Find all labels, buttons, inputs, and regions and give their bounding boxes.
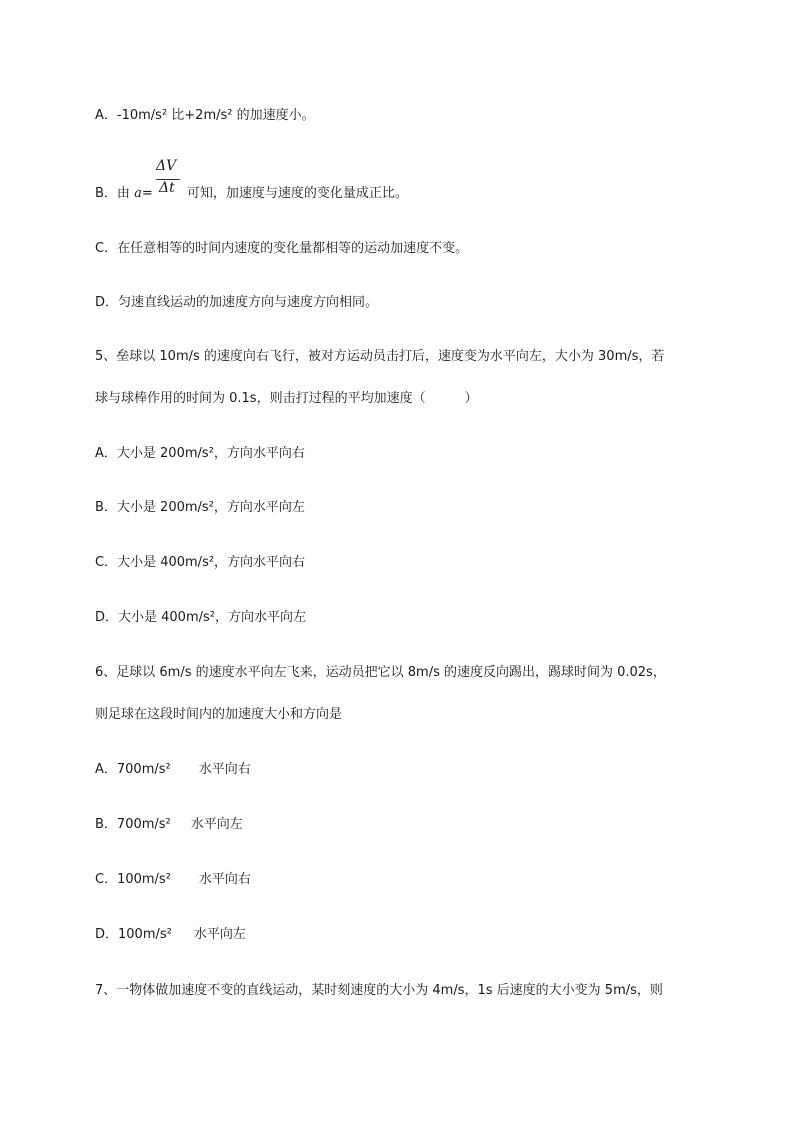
q4-option-a: A．-10m/s² 比+2m/s² 的加速度小。 xyxy=(95,108,315,123)
q7-stem-line1: 7、一物体做加速度不变的直线运动，某时刻速度的大小为 4m/s，1s 后速度的大小变为 5m/s，则 xyxy=(95,983,663,998)
q5-stem-line1: 5、垒球以 10m/s 的速度向右飞行，被对方运动员击打后，速度变为水平向左，大小为 30m/s，若 xyxy=(95,349,665,364)
q5-option-a: A．大小是 200m/s²，方向水平向右 xyxy=(95,446,305,461)
q6-option-a-direction: 水平向右 xyxy=(198,762,251,777)
q5-option-d: D．大小是 400m/s²，方向水平向左 xyxy=(95,610,306,625)
q6-option-a-value: A．700m/s² xyxy=(95,762,171,777)
q6-option-a xyxy=(95,761,251,779)
q5-stem-line2: 球与球棒作用的时间为 0.1s，则击打过程的平均加速度（ ） xyxy=(95,391,478,406)
q6-option-d-value: D．100m/s² xyxy=(95,927,172,942)
q6-option-d-direction: 水平向左 xyxy=(193,927,246,942)
q4-option-b xyxy=(95,185,408,203)
q6-option-c-direction: 水平向右 xyxy=(198,872,251,887)
fraction-numerator: ΔV xyxy=(156,158,177,174)
q6-option-c-value: C．100m/s² xyxy=(95,872,171,887)
fraction-denominator: Δt xyxy=(159,180,175,196)
q4-option-b-suffix: 可知，加速度与速度的变化量成正比。 xyxy=(182,186,408,201)
q4-option-b-eq: = xyxy=(141,186,153,201)
q6-stem-line1: 6、足球以 6m/s 的速度水平向左飞来，运动员把它以 8m/s 的速度反向踢出，踢球时间为 0.02s， xyxy=(95,665,666,680)
q5-option-b: B．大小是 200m/s²，方向水平向左 xyxy=(95,500,305,515)
q4-option-c: C．在任意相等的时间内速度的变化量都相等的运动加速度不变。 xyxy=(95,241,469,256)
q4-option-b-var: a xyxy=(134,186,142,201)
q6-option-d xyxy=(95,926,246,944)
q6-option-c xyxy=(95,871,251,889)
q4-option-d: D．匀速直线运动的加速度方向与速度方向相同。 xyxy=(95,295,379,310)
q4-option-b-prefix: B．由 xyxy=(95,186,135,201)
q6-option-b-direction: 水平向左 xyxy=(190,817,243,832)
q6-option-b-value: B．700m/s² xyxy=(95,817,171,832)
q6-option-b xyxy=(95,816,243,834)
q5-option-c: C．大小是 400m/s²，方向水平向右 xyxy=(95,555,306,570)
q6-stem-line2: 则足球在这段时间内的加速度大小和方向是 xyxy=(95,707,343,722)
